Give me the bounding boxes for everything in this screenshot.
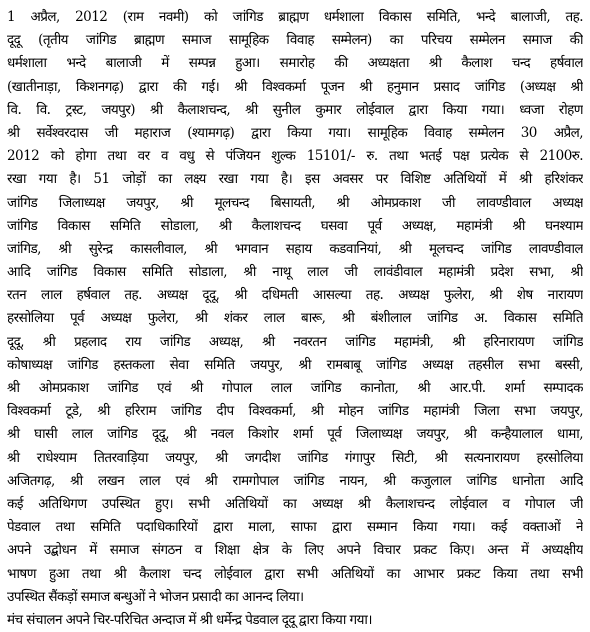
text-line: जांगिड जिलाध्यक्ष जयपुर, श्री मूलचन्द बिसायती, श्री ओमप्रकाश जी लावण्डीवाल अध्यक्ष <box>7 194 583 211</box>
text-line: अजितगढ़, श्री लखन लाल एवं श्री रामगोपाल जांगिड नायन, श्री कजुलाल जांगिड धानोता आदि <box>7 472 583 489</box>
text-line: जांगिड विकास समिति सोडाला, श्री कैलाशचन्द घसवा पूर्व अध्यक्ष, महामंत्री श्री घनश्याम <box>7 217 583 234</box>
text-line: पेडवाल तथा समिति पदाधिकारियों द्वारा माला, साफा द्वारा सम्मान किया गया। कई वक्ताओं ने <box>7 519 583 536</box>
text-line: कई अतिथिगण उपस्थित हुए। सभी अतिथियों का अध्यक्ष श्री कैलाशचन्द लोईवाल व गोपाल जी <box>7 495 583 512</box>
closing-paragraph <box>7 609 583 632</box>
text-line: हरसोलिया पूर्व अध्यक्ष फुलेरा, श्री शंकर लाल बारू, श्री बंशीलाल जांगिड अ. विकास समिति <box>7 310 583 327</box>
text-line: दूदू, श्री प्रहलाद राय जांगिड अध्यक्ष, श्री नवरतन जांगिड महामंत्री, श्री हरिनारायण जांगिड <box>7 333 583 350</box>
text-line: भाषण हुआ तथा श्री कैलाश चन्द लोईवाल द्वारा सभी अतिथियों का आभार प्रकट किया तथा सभी <box>7 565 583 582</box>
text-line: श्री घासी लाल जांगिड दूदू, श्री नवल किशोर शर्मा पूर्व जिलाध्यक्ष जयपुर, श्री कन्हैयालाल धामा, <box>7 426 583 443</box>
text-line: उपस्थित सैंकड़ों समाज बन्धुओं ने भोजन प्रसादी का आनन्द लिया। <box>7 588 304 605</box>
text-line: मंच संचालन अपने चिर-परिचित अन्दाज में श्री धर्मेन्द्र पेडवाल दूदू द्वारा किया गया। <box>7 611 372 628</box>
text-line: (खातीनाड़ा, किशनगढ़) द्वारा की गई। श्री विश्वकर्मा पूजन श्री हनुमान प्रसाद जांगिड (अध्यक्ष श्री <box>7 78 583 95</box>
text-line: दूदू (तृतीय जांगिड ब्राह्मण समाज सामूहिक विवाह सम्मेलन) का परिचय सम्मेलन समाज की <box>7 32 583 49</box>
text-line: रतन लाल हर्षवाल तह. अध्यक्ष दूदू, श्री दधिमती आसल्या तह. अध्यक्ष फुलेरा, श्री शेष नारायण <box>7 287 583 304</box>
text-line: धर्मशाला भन्दे बालाजी में सम्पन्न हुआ। समारोह की अध्यक्षता श्री कैलाश चन्द हर्षवाल <box>7 55 583 72</box>
text-line: श्री ओमप्रकाश जांगिड एवं श्री गोपाल लाल जांगिड कानोता, श्री आर.पी. शर्मा सम्पादक <box>7 380 583 396</box>
text-line: रखा गया है। 51 जोड़ों का लक्ष्य रखा गया है। इस अवसर पर विशिष्ट अतिथियों में श्री हरिशंकर <box>7 171 583 188</box>
text-line: श्री राधेश्याम तितरवाड़िया जयपुर, श्री जगदीश जांगिड गंगापुर सिटी, श्री सत्यनारायण हरसोलिया <box>7 449 583 466</box>
text-line: 2012 को होगा तथा वर व वधु से पंजियन शुल्क 15101/- रु. तथा भतई पक्ष प्रत्येक से 2100रु. <box>7 148 583 165</box>
text-line: आदि जांगिड विकास समिति सोडाला, श्री नाथू लाल जी लावंडीवाल महामंत्री प्रदेश सभा, श्री <box>7 264 583 281</box>
text-line: वि. वि. ट्रस्ट, जयपुर) श्री कैलाशचन्द, श्री सुनील कुमार लोईवाल द्वारा किया गया। ध्वजा रोहण <box>7 101 583 118</box>
text-line: विश्वकर्मा टूडे, श्री हरिराम जांगिड दीप विश्वकर्मा, श्री मोहन जांगिड महामंत्री जिला सभा जयपुर, <box>7 403 583 420</box>
text-line: कोषाध्यक्ष जांगिड हस्तकला सेवा समिति जयपुर, श्री रामबाबू जांगिड अध्यक्ष तहसील सभा बस्सी, <box>7 356 583 373</box>
text-line: श्री सर्वेश्वरदास जी महाराज (श्यामगढ़) द्वारा किया गया। सामूहिक विवाह सम्मेलन 30 अप्रैल, <box>7 124 583 141</box>
text-line: 1 अप्रैल, 2012 (राम नवमी) को जांगिड ब्राह्मण धर्मशाला विकास समिति, भन्दे बालाजी, तह. <box>7 9 583 25</box>
text-line: अपने उद्बोधन में समाज संगठन व शिक्षा क्षेत्र के लिए अपने विचार प्रकट किए। अन्त में अध्यक्षीय <box>7 542 583 559</box>
text-line: जांगिड, श्री सुरेन्द्र कासलीवाल, श्री भगवान सहाय कडवानियां, श्री मूलचन्द जांगिड लावण्डीवाल <box>7 240 583 257</box>
article-paragraph <box>7 6 583 609</box>
